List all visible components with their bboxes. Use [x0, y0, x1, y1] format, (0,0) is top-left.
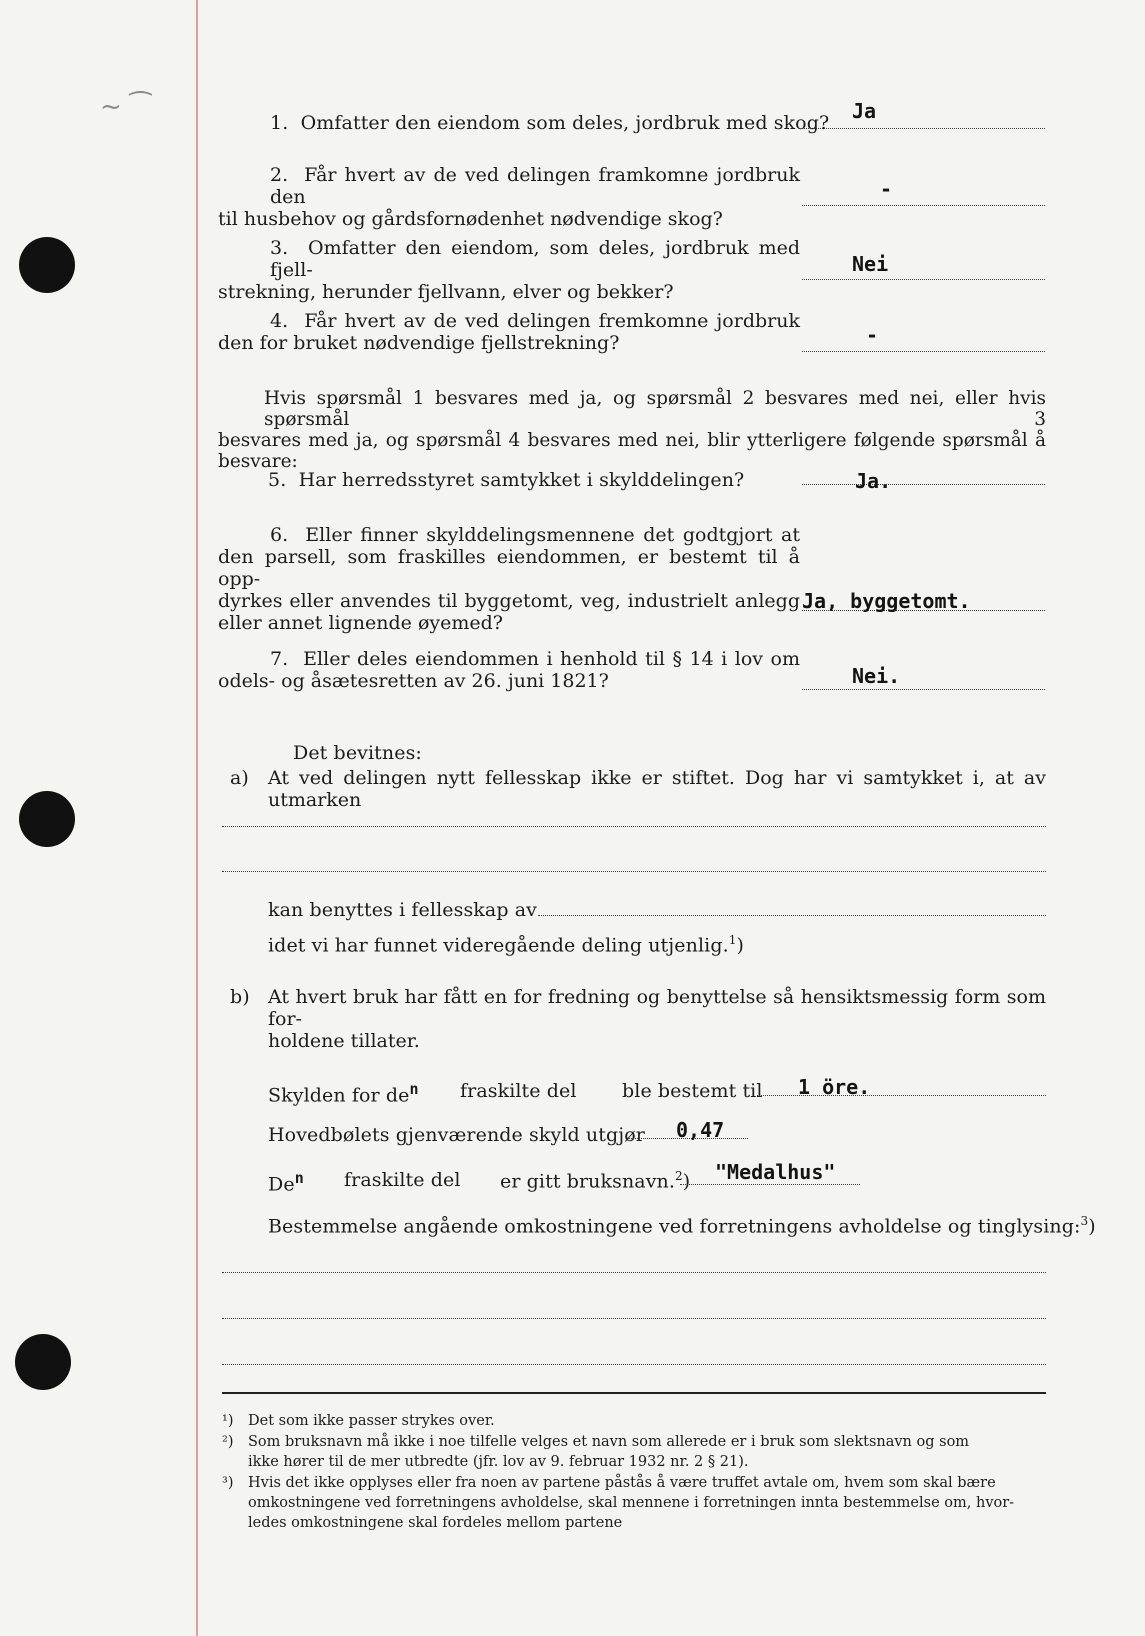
attest-heading: Det bevitnes:	[293, 742, 422, 764]
attest-b-label: b)	[230, 986, 250, 1008]
pencil-mark: ~ ⁀	[100, 92, 151, 122]
punch-hole-middle	[19, 791, 75, 847]
main-prefix: Hovedbølets gjenværende skyld utgjør	[268, 1124, 645, 1146]
shared-use-line	[538, 915, 1046, 916]
question-2: 2. Får hvert av de ved delingen framkomne jordbruk den til husbehov og gårdsfornødenhet nødvendige skog?	[218, 164, 800, 230]
punch-hole-top	[19, 237, 75, 293]
answer-line-3	[802, 279, 1045, 280]
answer-line-4	[802, 351, 1045, 352]
question-1: 1. Omfatter den eiendom som deles, jordbruk med skog?	[270, 112, 830, 134]
footnote-1: ¹) Det som ikke passer strykes over.	[222, 1413, 495, 1429]
question-5: 5. Har herredsstyret samtykket i skylddelingen?	[268, 469, 745, 491]
name-prefix: De$^n$	[268, 1169, 304, 1196]
answer-7: Nei.	[852, 664, 901, 688]
skyld-mid: fraskilte del	[460, 1080, 577, 1102]
punch-hole-bottom	[15, 1334, 71, 1390]
footnote-divider	[222, 1392, 1046, 1394]
skyld-value: 1 öre.	[798, 1075, 871, 1099]
answer-2: -	[880, 177, 893, 201]
answer-5: Ja.	[855, 469, 892, 493]
name-value: "Medalhus"	[715, 1160, 836, 1184]
footnote-3: ³) Hvis det ikke opplyses eller fra noen av partene påstås å være truffet avtale om, hvem som skal bære omkostningene ved forretningens avholdelse, skal mennene i forretningen innta bestemmelse om, hvor- ledes omkostningene skal fordeles mellom partene	[222, 1475, 1015, 1531]
main-value: 0,47	[676, 1118, 725, 1142]
answer-line-2	[802, 205, 1045, 206]
answer-line-7	[802, 689, 1045, 690]
answer-3: Nei	[852, 252, 889, 276]
name-mid: fraskilte del	[344, 1169, 461, 1191]
further-division-text: idet vi har funnet videregående deling utjenlig.$^1$)	[268, 933, 744, 957]
conditional-paragraph: Hvis spørsmål 1 besvares med ja, og spørsmål 2 besvares med nei, eller hvis spørsmål 3 besvares med ja, og spørsmål 4 besvares med nei, blir ytterligere følgende spørsmål å besvare:	[218, 388, 1046, 472]
skyld-suffix: ble bestemt til	[622, 1080, 763, 1102]
answer-line-5	[802, 484, 1045, 485]
question-7: 7. Eller deles eiendommen i henhold til § 14 i lov om odels- og åsætesretten av 26. juni 1821?	[218, 648, 800, 692]
costs-text: Bestemmelse angående omkostningene ved forretningens avholdelse og tinglysing:$^3$)	[268, 1214, 1096, 1238]
footnote-2: ²) Som bruksnavn må ikke i noe tilfelle velges et navn som allerede er i bruk som slektsnavn og som ikke hører til de mer utbredte (jfr. lov av 9. februar 1932 nr. 2 § 21).	[222, 1434, 970, 1470]
blank-line-a2	[222, 871, 1046, 872]
attest-a-text: At ved delingen nytt fellesskap ikke er stiftet. Dog har vi samtykket i, at av utmarken	[268, 767, 1046, 811]
answer-1: Ja	[852, 99, 877, 123]
question-3: 3. Omfatter den eiendom, som deles, jordbruk med fjell- strekning, herunder fjellvann, elver og bekker?	[218, 237, 800, 303]
name-line	[680, 1184, 860, 1185]
answer-6: Ja, byggetomt.	[802, 589, 971, 613]
costs-line-2	[222, 1318, 1046, 1319]
question-4: 4. Får hvert av de ved delingen fremkomne jordbruk den for bruket nødvendige fjellstrekning?	[218, 310, 800, 354]
answer-line-1	[802, 128, 1045, 129]
blank-line-a1	[222, 826, 1046, 827]
name-suffix: er gitt bruksnavn.$^2$)	[500, 1169, 691, 1193]
attest-b-text: At hvert bruk har fått en for fredning og benyttelse så hensiktsmessig form som for- holdene tillater.	[268, 986, 1046, 1052]
answer-4: -	[866, 323, 879, 347]
attest-a-label: a)	[230, 767, 249, 789]
question-6: 6. Eller finner skylddelingsmennene det godtgjort at den parsell, som fraskilles eiendommen, er bestemt til å opp- dyrkes eller anvendes til byggetomt, veg, industrielt anlegg eller annet lignende øyemed?	[218, 524, 800, 634]
skyld-prefix: Skylden for $de^n$	[268, 1080, 419, 1107]
shared-use-text: kan benyttes i fellesskap av	[268, 899, 537, 921]
costs-line-3	[222, 1364, 1046, 1365]
costs-line-1	[222, 1272, 1046, 1273]
red-margin-line	[196, 0, 198, 1636]
